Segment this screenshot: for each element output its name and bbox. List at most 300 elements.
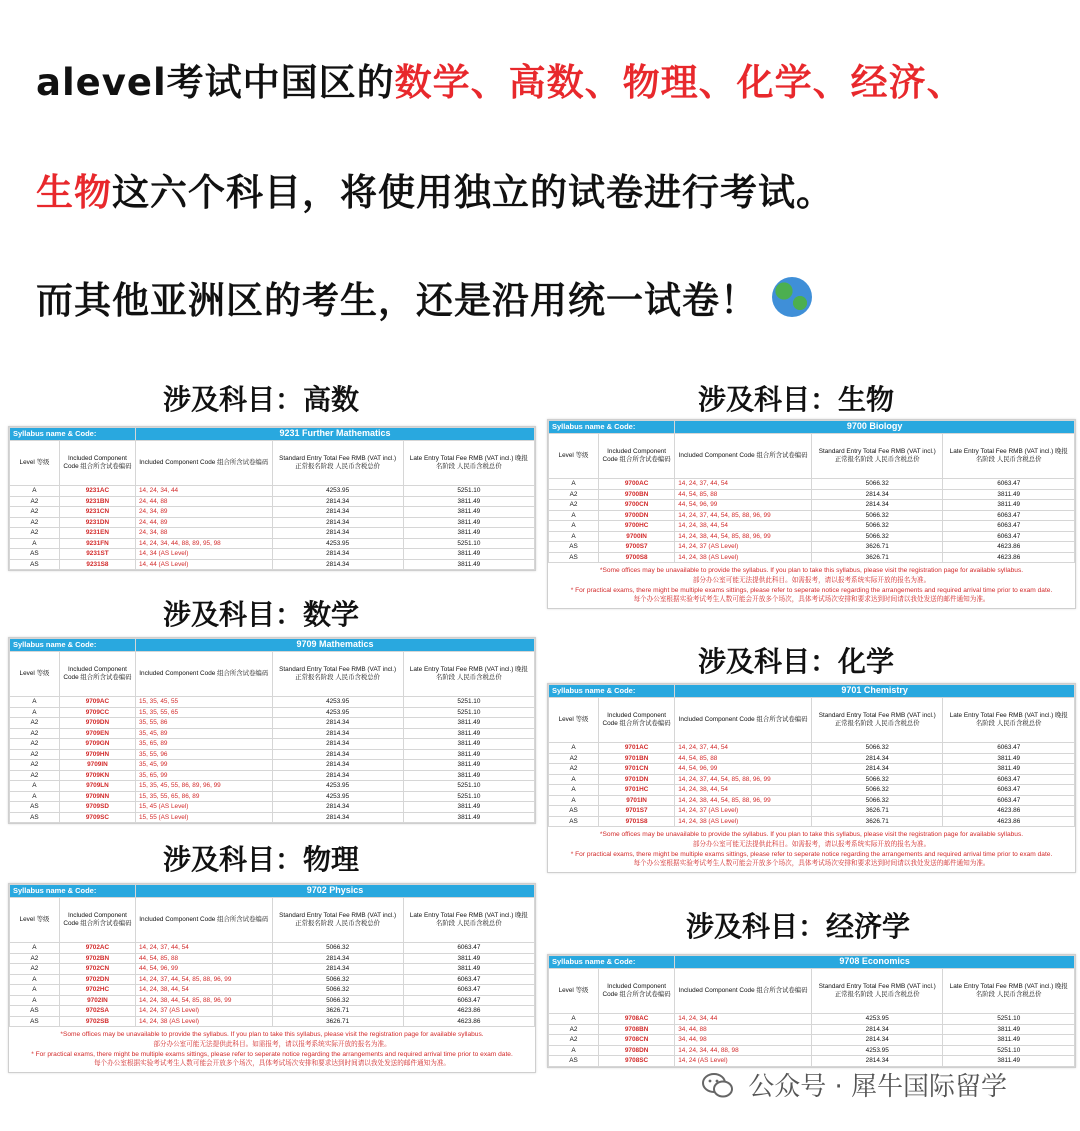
header-component-code: Included Component Code 组合所含试卷编码 — [59, 652, 135, 697]
cell-components: 35, 55, 96 — [136, 749, 273, 760]
cell-late-fee: 5251.10 — [943, 1045, 1075, 1056]
cell-late-fee: 3811.49 — [403, 964, 534, 975]
table-row — [10, 507, 535, 518]
header-late-fee: Late Entry Total Fee RMB (VAT incl.) 晚报名阶段 人民币含税总价 — [403, 441, 534, 486]
cell-late-fee: 3811.49 — [403, 507, 534, 518]
cell-components: 35, 65, 99 — [136, 770, 273, 781]
cell-level: A2 — [10, 507, 60, 518]
cell-standard-fee: 5066.32 — [272, 943, 403, 954]
caption-label: Syllabus name & Code: — [10, 639, 136, 652]
cell-syllabus-code: 9701S8 — [598, 816, 674, 827]
cell-components: 44, 54, 85, 88 — [675, 753, 812, 764]
cell-standard-fee: 2814.34 — [272, 528, 403, 539]
cell-level: AS — [10, 802, 60, 813]
cell-late-fee: 4623.86 — [943, 816, 1075, 827]
table-row — [10, 739, 535, 750]
table-row — [549, 1014, 1075, 1025]
cell-standard-fee: 4253.95 — [272, 781, 403, 792]
cell-standard-fee: 3626.71 — [272, 1006, 403, 1017]
footnote-n1: *Some offices may be unavailable to provide the syllabus. If you plan to take this syllabus, please visit the registration page for available syllabus. — [599, 567, 1024, 574]
header-component-codes: Included Component Code 组合所含试卷编码 — [675, 698, 812, 743]
cell-syllabus-code: 9709EN — [59, 728, 135, 739]
cell-late-fee: 5251.10 — [403, 697, 534, 708]
cell-standard-fee: 4253.95 — [272, 707, 403, 718]
cell-syllabus-code: 9700DN — [598, 510, 674, 521]
cell-components: 14, 24, 37 (AS Level) — [136, 1006, 273, 1017]
cell-components: 24, 44, 88 — [136, 496, 273, 507]
cell-syllabus-code: 9702DN — [59, 974, 135, 985]
cell-components: 14, 24, 37, 44, 54, 85, 88, 96, 99 — [675, 774, 812, 785]
cell-syllabus-code: 9701BN — [598, 753, 674, 764]
cell-late-fee: 3811.49 — [403, 549, 534, 560]
cell-late-fee: 5251.10 — [403, 791, 534, 802]
cell-level: AS — [549, 552, 599, 563]
header-late-fee: Late Entry Total Fee RMB (VAT incl.) 晚报名阶段 人民币含税总价 — [943, 698, 1075, 743]
footnotes — [548, 563, 1075, 608]
caption-label: Syllabus name & Code: — [549, 685, 675, 698]
cell-level: A2 — [10, 517, 60, 528]
syllabus-name: 9701 Chemistry — [675, 685, 1075, 698]
fee-table-biology — [547, 419, 1076, 609]
cell-components: 35, 45, 99 — [136, 760, 273, 771]
table-row — [549, 764, 1075, 775]
header-component-code: Included Component Code 组合所含试卷编码 — [598, 969, 674, 1014]
syllabus-name: 9709 Mathematics — [136, 639, 535, 652]
cell-syllabus-code: 9702CN — [59, 964, 135, 975]
footnote-n2: * For practical exams, there might be multiple exams sittings, please refer to seperate notice regarding the arrangements and required arrival time prior to exam date. — [570, 586, 1053, 594]
cell-level: A2 — [10, 770, 60, 781]
cell-components: 15, 35, 45, 55, 86, 89, 96, 99 — [136, 781, 273, 792]
cell-components: 14, 24, 38, 44, 54, 85, 88, 96, 99 — [675, 795, 812, 806]
cell-late-fee: 3811.49 — [403, 728, 534, 739]
cell-standard-fee: 2814.34 — [272, 559, 403, 570]
cell-standard-fee: 2814.34 — [272, 760, 403, 771]
cell-level: A2 — [10, 964, 60, 975]
cell-components: 14, 24, 37, 44, 54 — [675, 479, 812, 490]
cell-level: A — [549, 795, 599, 806]
cell-level: AS — [10, 549, 60, 560]
cell-standard-fee: 2814.34 — [272, 507, 403, 518]
cell-level: A — [10, 791, 60, 802]
fee-table-math — [8, 637, 536, 824]
table-row — [10, 728, 535, 739]
table-row — [10, 718, 535, 729]
headline-line-2-text: 这六个科目，将使用独立的试卷进行考试。 — [112, 171, 834, 214]
cell-level: A2 — [549, 764, 599, 775]
cell-level: A — [10, 538, 60, 549]
cell-level: A2 — [549, 753, 599, 764]
cell-components: 15, 35, 55, 65 — [136, 707, 273, 718]
caption-label: Syllabus name & Code: — [10, 885, 136, 898]
cell-components: 14, 24, 37 (AS Level) — [675, 806, 812, 817]
footnote-n2: * For practical exams, there might be multiple exams sittings, please refer to seperate notice regarding the arrangements and required arrival time prior to exam date. — [31, 1050, 513, 1058]
table-row — [10, 791, 535, 802]
footnote-n2-cn: 每个办公室根据实验考试考生人数可能会开放多个场次，具体考试场次安排和要求达到时间请以我处发送的邮件通知为准。 — [93, 1060, 451, 1068]
table-row — [549, 816, 1075, 827]
cell-syllabus-code: 9231DN — [59, 517, 135, 528]
table-row — [10, 770, 535, 781]
table-row — [549, 806, 1075, 817]
cell-late-fee: 6063.47 — [943, 479, 1075, 490]
cell-syllabus-code: 9709GN — [59, 739, 135, 750]
footnote-n2-cn: 每个办公室根据实验考试考生人数可能会开放多个场次，具体考试场次安排和要求达到时间请以我处发送的邮件通知为准。 — [633, 596, 990, 604]
cell-standard-fee: 4253.95 — [272, 791, 403, 802]
header-late-fee: Late Entry Total Fee RMB (VAT incl.) 晚报名阶段 人民币含税总价 — [403, 652, 534, 697]
section-title-further-math: 涉及科目：高数 — [163, 383, 360, 416]
cell-standard-fee: 4253.95 — [272, 538, 403, 549]
fee-table-chemistry — [547, 683, 1076, 873]
cell-components: 44, 54, 85, 88 — [675, 489, 812, 500]
section-title-biology: 涉及科目：生物 — [698, 383, 895, 416]
table-row — [10, 985, 535, 996]
cell-level: AS — [10, 1016, 60, 1027]
cell-late-fee: 6063.47 — [943, 743, 1075, 754]
syllabus-name: 9708 Economics — [675, 956, 1075, 969]
cell-components: 44, 54, 96, 99 — [136, 964, 273, 975]
header-component-code: Included Component Code 组合所含试卷编码 — [59, 898, 135, 943]
cell-syllabus-code: 9708CN — [598, 1035, 674, 1046]
cell-components: 14, 24, 38 (AS Level) — [675, 816, 812, 827]
cell-standard-fee: 5066.32 — [811, 795, 943, 806]
cell-syllabus-code: 9708SC — [598, 1056, 674, 1067]
cell-syllabus-code: 9701CN — [598, 764, 674, 775]
cell-components: 34, 44, 88 — [675, 1024, 812, 1035]
cell-components: 24, 34, 89 — [136, 507, 273, 518]
cell-standard-fee: 2814.34 — [811, 500, 943, 511]
header-standard-fee: Standard Entry Total Fee RMB (VAT incl.) 正常报名阶段 人民币含税总价 — [811, 969, 943, 1014]
cell-components: 14, 24, 34, 44, 88, 89, 95, 98 — [136, 538, 273, 549]
cell-components: 35, 65, 89 — [136, 739, 273, 750]
header-level: Level 等级 — [10, 441, 60, 486]
cell-syllabus-code: 9701S7 — [598, 806, 674, 817]
header-component-code: Included Component Code 组合所含试卷编码 — [598, 698, 674, 743]
cell-syllabus-code: 9231CN — [59, 507, 135, 518]
cell-late-fee: 4623.86 — [943, 806, 1075, 817]
cell-level: A2 — [10, 718, 60, 729]
table-row — [549, 500, 1075, 511]
headline-line-1 — [36, 52, 965, 106]
cell-late-fee: 4623.86 — [403, 1006, 534, 1017]
cell-syllabus-code: 9231FN — [59, 538, 135, 549]
cell-syllabus-code: 9231BN — [59, 496, 135, 507]
section-title-chemistry: 涉及科目：化学 — [698, 645, 895, 678]
cell-components: 14, 24, 34, 44, 88, 98 — [675, 1045, 812, 1056]
cell-late-fee: 3811.49 — [403, 718, 534, 729]
header-standard-fee: Standard Entry Total Fee RMB (VAT incl.) 正常报名阶段 人民币含税总价 — [811, 698, 943, 743]
footnote-n2: * For practical exams, there might be multiple exams sittings, please refer to seperate notice regarding the arrangements and required arrival time prior to exam date. — [570, 850, 1053, 858]
cell-late-fee: 6063.47 — [403, 943, 534, 954]
table-row — [10, 760, 535, 771]
cell-components: 14, 24, 38 (AS Level) — [675, 552, 812, 563]
table-row — [10, 812, 535, 823]
cell-level: A — [549, 1014, 599, 1025]
table-row — [549, 795, 1075, 806]
cell-level: A — [10, 985, 60, 996]
cell-syllabus-code: 9702SA — [59, 1006, 135, 1017]
table-row — [549, 489, 1075, 500]
cell-syllabus-code: 9709KN — [59, 770, 135, 781]
cell-late-fee: 6063.47 — [403, 995, 534, 1006]
header-standard-fee: Standard Entry Total Fee RMB (VAT incl.) 正常报名阶段 人民币含税总价 — [272, 898, 403, 943]
cell-components: 14, 24, 38, 44, 54 — [675, 785, 812, 796]
headline-line-3 — [36, 270, 812, 324]
cell-syllabus-code: 9700S7 — [598, 542, 674, 553]
cell-late-fee: 6063.47 — [943, 521, 1075, 532]
cell-syllabus-code: 9708BN — [598, 1024, 674, 1035]
cell-components: 14, 24, 34, 44 — [136, 486, 273, 497]
header-standard-fee: Standard Entry Total Fee RMB (VAT incl.) 正常报名阶段 人民币含税总价 — [272, 441, 403, 486]
cell-late-fee: 3811.49 — [943, 753, 1075, 764]
header-component-codes: Included Component Code 组合所含试卷编码 — [675, 434, 812, 479]
cell-late-fee: 3811.49 — [403, 802, 534, 813]
cell-level: A2 — [10, 496, 60, 507]
cell-components: 44, 54, 96, 99 — [675, 500, 812, 511]
cell-standard-fee: 2814.34 — [272, 549, 403, 560]
section-title-economics: 涉及科目：经济学 — [686, 910, 911, 943]
cell-standard-fee: 2814.34 — [272, 728, 403, 739]
cell-syllabus-code: 9709NN — [59, 791, 135, 802]
table-row — [549, 1056, 1075, 1067]
cell-components: 24, 34, 88 — [136, 528, 273, 539]
cell-standard-fee: 5066.32 — [811, 774, 943, 785]
cell-standard-fee: 2814.34 — [811, 1024, 943, 1035]
cell-late-fee: 6063.47 — [943, 785, 1075, 796]
cell-late-fee: 4623.86 — [943, 552, 1075, 563]
cell-standard-fee: 2814.34 — [272, 718, 403, 729]
cell-level: A — [549, 479, 599, 490]
footnote-n1-cn: 部分办公室可能无法提供此科目。如需报考，请以报考系统实际开放的报名为准。 — [692, 840, 931, 848]
cell-syllabus-code: 9701AC — [598, 743, 674, 754]
fee-table-further-math — [8, 426, 536, 571]
table-row — [549, 542, 1075, 553]
cell-standard-fee: 4253.95 — [272, 486, 403, 497]
cell-syllabus-code: 9709DN — [59, 718, 135, 729]
cell-level: A2 — [10, 739, 60, 750]
cell-syllabus-code: 9700AC — [598, 479, 674, 490]
cell-late-fee: 3811.49 — [403, 760, 534, 771]
footnote-n1: *Some offices may be unavailable to provide the syllabus. If you plan to take this syllabus, please visit the registration page for available syllabus. — [599, 831, 1024, 838]
cell-syllabus-code: 9700CN — [598, 500, 674, 511]
watermark — [702, 1066, 1007, 1103]
cell-late-fee: 3811.49 — [403, 517, 534, 528]
cell-late-fee: 3811.49 — [403, 559, 534, 570]
cell-standard-fee: 4253.95 — [272, 697, 403, 708]
cell-late-fee: 6063.47 — [403, 974, 534, 985]
caption-label: Syllabus name & Code: — [549, 956, 675, 969]
cell-components: 14, 44 (AS Level) — [136, 559, 273, 570]
cell-late-fee: 5251.10 — [403, 707, 534, 718]
cell-late-fee: 3811.49 — [943, 489, 1075, 500]
header-late-fee: Late Entry Total Fee RMB (VAT incl.) 晚报名阶段 人民币含税总价 — [403, 898, 534, 943]
cell-late-fee: 3811.49 — [403, 739, 534, 750]
cell-late-fee: 3811.49 — [943, 1024, 1075, 1035]
cell-late-fee: 6063.47 — [943, 510, 1075, 521]
caption-label: Syllabus name & Code: — [549, 421, 675, 434]
cell-syllabus-code: 9709IN — [59, 760, 135, 771]
cell-components: 44, 54, 96, 99 — [675, 764, 812, 775]
cell-level: A2 — [549, 1024, 599, 1035]
cell-level: A2 — [10, 528, 60, 539]
cell-late-fee: 5251.10 — [403, 781, 534, 792]
table-row — [549, 1045, 1075, 1056]
header-standard-fee: Standard Entry Total Fee RMB (VAT incl.) 正常报名阶段 人民币含税总价 — [272, 652, 403, 697]
syllabus-name: 9231 Further Mathematics — [136, 428, 535, 441]
fee-table-economics — [547, 954, 1076, 1068]
table-row — [549, 479, 1075, 490]
cell-components: 35, 55, 86 — [136, 718, 273, 729]
cell-late-fee: 4623.86 — [403, 1016, 534, 1027]
cell-standard-fee: 2814.34 — [272, 739, 403, 750]
cell-components: 15, 35, 55, 65, 86, 89 — [136, 791, 273, 802]
header-level: Level 等级 — [10, 652, 60, 697]
cell-late-fee: 3811.49 — [403, 812, 534, 823]
cell-level: A — [10, 781, 60, 792]
cell-components: 14, 24, 38, 44, 54, 85, 88, 96, 99 — [675, 531, 812, 542]
cell-syllabus-code: 9708DN — [598, 1045, 674, 1056]
cell-late-fee: 3811.49 — [403, 953, 534, 964]
table-row — [549, 743, 1075, 754]
cell-syllabus-code: 9709HN — [59, 749, 135, 760]
cell-components: 14, 24, 38, 44, 54, 85, 88, 96, 99 — [136, 995, 273, 1006]
cell-standard-fee: 5066.32 — [811, 521, 943, 532]
table-row — [10, 1016, 535, 1027]
table-row — [10, 781, 535, 792]
headline-biology-highlight: 生物 — [36, 171, 112, 214]
cell-level: A — [10, 974, 60, 985]
cell-standard-fee: 2814.34 — [272, 802, 403, 813]
cell-standard-fee: 5066.32 — [811, 510, 943, 521]
header-level: Level 等级 — [549, 698, 599, 743]
cell-syllabus-code: 9702BN — [59, 953, 135, 964]
cell-late-fee: 3811.49 — [403, 749, 534, 760]
table-row — [549, 531, 1075, 542]
cell-standard-fee: 2814.34 — [272, 812, 403, 823]
cell-standard-fee: 2814.34 — [811, 753, 943, 764]
cell-level: A2 — [549, 489, 599, 500]
cell-level: A — [10, 486, 60, 497]
cell-level: AS — [549, 542, 599, 553]
cell-components: 34, 44, 98 — [675, 1035, 812, 1046]
cell-standard-fee: 3626.71 — [811, 806, 943, 817]
cell-components: 14, 24, 37 (AS Level) — [675, 542, 812, 553]
table-row — [10, 964, 535, 975]
table-row — [549, 1035, 1075, 1046]
cell-standard-fee: 2814.34 — [272, 953, 403, 964]
cell-standard-fee: 5066.32 — [272, 974, 403, 985]
table-row — [549, 521, 1075, 532]
cell-standard-fee: 2814.34 — [272, 964, 403, 975]
cell-late-fee: 4623.86 — [943, 542, 1075, 553]
cell-standard-fee: 4253.95 — [811, 1014, 943, 1025]
table-row — [10, 749, 535, 760]
table-row — [549, 1024, 1075, 1035]
headline-subjects-highlight: 数学、高数、物理、化学、经济、 — [394, 61, 965, 104]
cell-late-fee: 5251.10 — [403, 538, 534, 549]
cell-components: 14, 34 (AS Level) — [136, 549, 273, 560]
cell-level: A2 — [10, 760, 60, 771]
cell-late-fee: 3811.49 — [943, 500, 1075, 511]
cell-standard-fee: 3626.71 — [811, 552, 943, 563]
table-row — [10, 528, 535, 539]
cell-syllabus-code: 9231S8 — [59, 559, 135, 570]
cell-standard-fee: 2814.34 — [811, 764, 943, 775]
caption-label: Syllabus name & Code: — [10, 428, 136, 441]
cell-syllabus-code: 9708AC — [598, 1014, 674, 1025]
cell-standard-fee: 5066.32 — [811, 531, 943, 542]
cell-level: AS — [549, 1056, 599, 1067]
cell-components: 15, 35, 45, 55 — [136, 697, 273, 708]
cell-late-fee: 3811.49 — [943, 764, 1075, 775]
cell-level: AS — [10, 1006, 60, 1017]
cell-components: 14, 24, 38, 44, 54 — [675, 521, 812, 532]
cell-standard-fee: 3626.71 — [272, 1016, 403, 1027]
cell-standard-fee: 5066.32 — [272, 995, 403, 1006]
cell-level: A2 — [549, 1035, 599, 1046]
cell-late-fee: 6063.47 — [943, 774, 1075, 785]
cell-syllabus-code: 9702SB — [59, 1016, 135, 1027]
header-late-fee: Late Entry Total Fee RMB (VAT incl.) 晚报名阶段 人民币含税总价 — [943, 969, 1075, 1014]
header-component-codes: Included Component Code 组合所含试卷编码 — [136, 652, 273, 697]
table-row — [10, 995, 535, 1006]
cell-syllabus-code: 9701HC — [598, 785, 674, 796]
cell-standard-fee: 5066.32 — [811, 479, 943, 490]
cell-components: 14, 24, 37, 44, 54 — [675, 743, 812, 754]
watermark-text: 公众号 · 犀牛国际留学 — [748, 1072, 1008, 1102]
cell-syllabus-code: 9700IN — [598, 531, 674, 542]
cell-late-fee: 3811.49 — [403, 528, 534, 539]
cell-syllabus-code: 9709AC — [59, 697, 135, 708]
table-row — [10, 559, 535, 570]
cell-standard-fee: 2814.34 — [811, 1035, 943, 1046]
footnote-n1: *Some offices may be unavailable to provide the syllabus. If you plan to take this syllabus, please visit the registration page for available syllabus. — [60, 1031, 484, 1038]
cell-level: A2 — [10, 953, 60, 964]
footnotes — [548, 827, 1075, 872]
cell-level: A — [10, 707, 60, 718]
cell-level: A2 — [10, 728, 60, 739]
cell-components: 14, 24, 34, 44 — [675, 1014, 812, 1025]
table-row — [549, 774, 1075, 785]
cell-level: A — [549, 510, 599, 521]
cell-standard-fee: 2814.34 — [272, 770, 403, 781]
headline-line-1-text: alevel考试中国区的 — [36, 61, 395, 104]
cell-standard-fee: 2814.34 — [272, 749, 403, 760]
cell-components: 24, 44, 89 — [136, 517, 273, 528]
cell-syllabus-code: 9709LN — [59, 781, 135, 792]
cell-level: A — [10, 943, 60, 954]
table-row — [10, 549, 535, 560]
cell-level: AS — [10, 812, 60, 823]
headline-line-3-text: 而其他亚洲区的考生，还是沿用统一试卷！ — [36, 279, 758, 322]
cell-level: A — [549, 785, 599, 796]
cell-standard-fee: 5066.32 — [811, 743, 943, 754]
table-row — [10, 802, 535, 813]
cell-syllabus-code: 9702HC — [59, 985, 135, 996]
syllabus-name: 9702 Physics — [136, 885, 535, 898]
table-row — [549, 552, 1075, 563]
cell-level: A — [549, 1045, 599, 1056]
footnotes — [9, 1027, 535, 1072]
header-level: Level 等级 — [549, 434, 599, 479]
cell-syllabus-code: 9709CC — [59, 707, 135, 718]
footnote-n2-cn: 每个办公室根据实验考试考生人数可能会开放多个场次，具体考试场次安排和要求达到时间请以我处发送的邮件通知为准。 — [633, 860, 990, 868]
cell-components: 14, 24, 38, 44, 54 — [136, 985, 273, 996]
cell-late-fee: 3811.49 — [943, 1056, 1075, 1067]
cell-components: 14, 24, 37, 44, 54, 85, 88, 96, 99 — [136, 974, 273, 985]
section-title-math: 涉及科目：数学 — [163, 598, 360, 631]
header-standard-fee: Standard Entry Total Fee RMB (VAT incl.) 正常报名阶段 人民币含税总价 — [811, 434, 943, 479]
table-row — [10, 974, 535, 985]
table-row — [549, 510, 1075, 521]
